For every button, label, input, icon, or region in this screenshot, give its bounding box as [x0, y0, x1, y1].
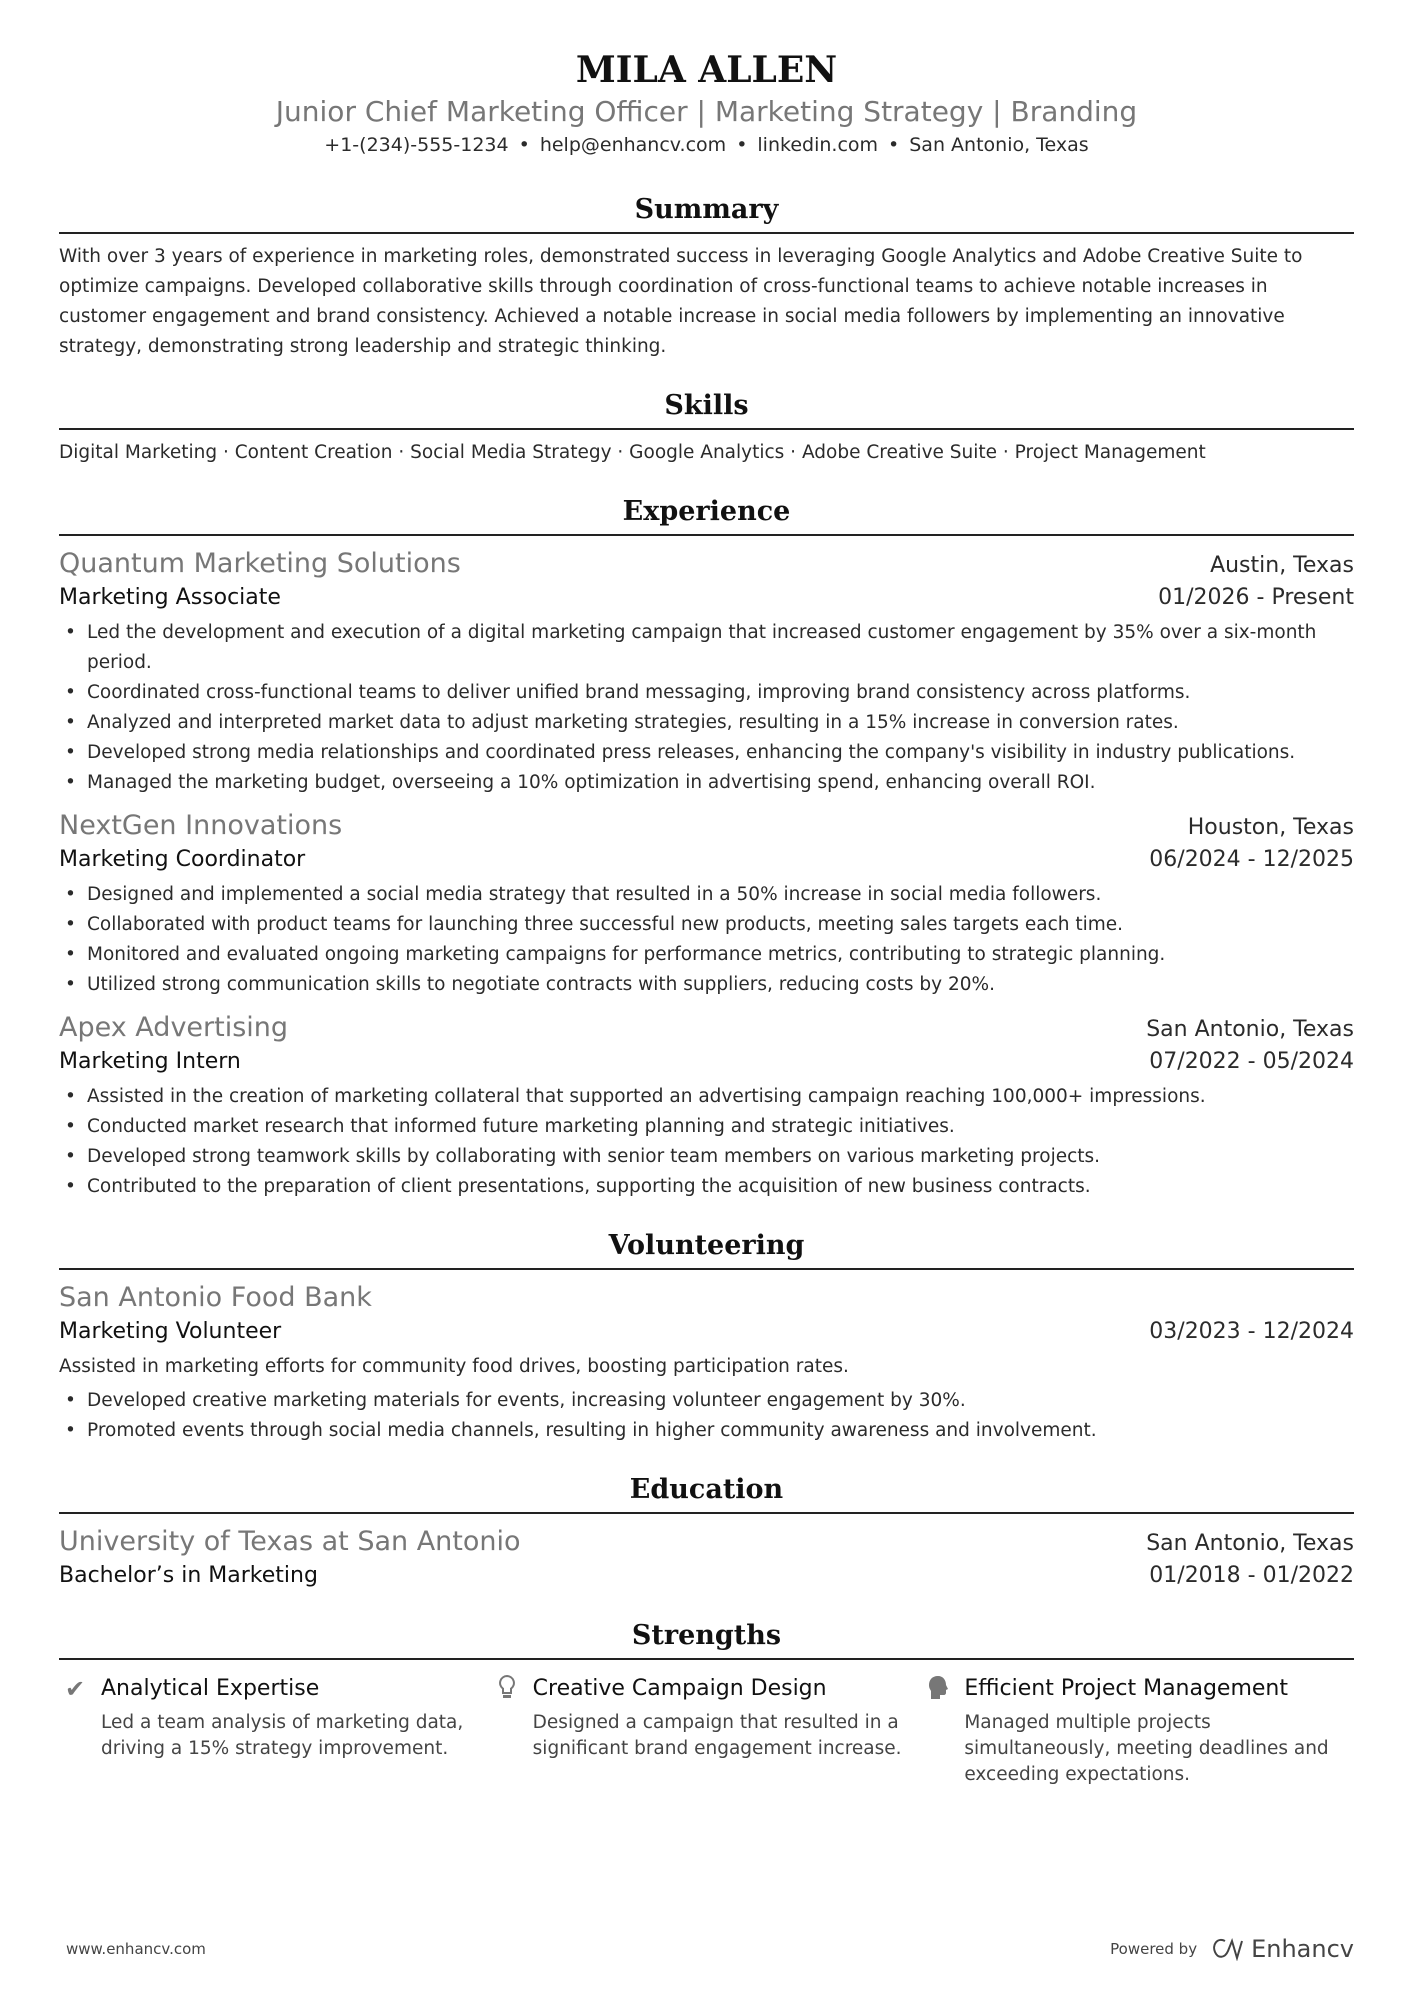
job-role: Marketing Associate: [59, 585, 281, 610]
brand-name: Enhancv: [1251, 1935, 1354, 1963]
powered-by: [1110, 1935, 1354, 1963]
education-heading: Education: [59, 1472, 1354, 1514]
volunteer-bullet: • Promoted events through social media channels, resulting in higher community awareness and involvement.: [59, 1416, 1354, 1446]
enhancv-logo[interactable]: [1211, 1935, 1354, 1963]
volunteer-role: Marketing Volunteer: [59, 1319, 282, 1344]
job-entry: [59, 1010, 1354, 1202]
company-name: Quantum Marketing Solutions: [59, 548, 461, 579]
strength-title: Analytical Expertise: [101, 1676, 320, 1701]
phone: +1-(234)-555-1234: [324, 134, 509, 156]
job-dates: 06/2024 - 12/2025: [1149, 847, 1354, 872]
volunteer-org: San Antonio Food Bank: [59, 1282, 372, 1313]
company-name: Apex Advertising: [59, 1012, 289, 1043]
summary-heading: Summary: [59, 192, 1354, 234]
job-bullet: • Conducted market research that informed future marketing planning and strategic initiatives.: [59, 1112, 1354, 1142]
volunteering-heading: Volunteering: [59, 1228, 1354, 1270]
footer: [66, 1935, 1354, 1963]
job-location: Houston, Texas: [1187, 815, 1354, 840]
school-location: San Antonio, Texas: [1146, 1531, 1354, 1556]
job-dates: 01/2026 - Present: [1158, 585, 1354, 610]
job-bullet: • Utilized strong communication skills to negotiate contracts with suppliers, reducing costs by 20%.: [59, 970, 1354, 1000]
contact-line: +1-(234)-555-1234 • help@enhancv.com • linkedin.com • San Antonio, Texas: [324, 134, 1089, 156]
location: San Antonio, Texas: [909, 134, 1089, 156]
job-location: San Antonio, Texas: [1146, 1017, 1354, 1042]
linkedin[interactable]: linkedin.com: [757, 134, 879, 156]
candidate-title: Junior Chief Marketing Officer | Marketing Strategy | Branding: [275, 95, 1138, 128]
job-bullet: • Developed strong teamwork skills by collaborating with senior team members on various marketing projects.: [59, 1142, 1354, 1172]
strength-title: Creative Campaign Design: [532, 1676, 827, 1701]
skills-list: Digital Marketing · Content Creation · Social Media Strategy · Google Analytics · Adobe Creative Suite · Project Management: [59, 442, 1206, 463]
degree: Bachelor’s in Marketing: [59, 1563, 318, 1588]
job-bullet: • Designed and implemented a social media strategy that resulted in a 50% increase in social media followers.: [59, 880, 1354, 910]
strength-title: Efficient Project Management: [964, 1676, 1289, 1701]
job-role: Marketing Intern: [59, 1049, 241, 1074]
job-bullet: • Contributed to the preparation of client presentations, supporting the acquisition of new business contracts.: [59, 1172, 1354, 1202]
strength-item: [59, 1674, 491, 1788]
strengths-list: [59, 1674, 1354, 1788]
summary-text: With over 3 years of experience in marketing roles, demonstrated success in leveraging Google Analytics and Adobe Creative Suite to optimize campaigns. Developed collaborative skills through coordination of cross-functional teams to achieve notable increases in customer engagement and brand consistency. Achieved a notable increase in social media followers by implementing an innovative strategy, demonstrating strong leadership and strategic thinking.: [59, 246, 1303, 357]
job-bullet: • Led the development and execution of a digital marketing campaign that increased customer engagement by 35% over a six-month period.: [59, 618, 1354, 678]
job-role: Marketing Coordinator: [59, 847, 306, 872]
education-entry: [59, 1524, 1354, 1592]
company-name: NextGen Innovations: [59, 810, 343, 841]
volunteer-description: Assisted in marketing efforts for community food drives, boosting participation rates.: [59, 1356, 849, 1377]
school: University of Texas at San Antonio: [59, 1526, 521, 1557]
job-bullet: • Monitored and evaluated ongoing marketing campaigns for performance metrics, contributing to strategic planning.: [59, 940, 1354, 970]
strength-item: [922, 1674, 1354, 1788]
job-bullet: • Assisted in the creation of marketing collateral that supported an advertising campaign reaching 100,000+ impressions.: [59, 1082, 1354, 1112]
footer-website[interactable]: www.enhancv.com: [66, 1940, 206, 1958]
lightbulb-icon: [491, 1674, 523, 1788]
job-entry: [59, 546, 1354, 798]
job-location: Austin, Texas: [1210, 553, 1354, 578]
enhancv-logo-icon: [1211, 1937, 1245, 1961]
volunteer-entry: [59, 1280, 1354, 1446]
volunteer-bullet: • Developed creative marketing materials for events, increasing volunteer engagement by 30%.: [59, 1386, 1354, 1416]
volunteer-dates: 03/2023 - 12/2024: [1149, 1319, 1354, 1344]
job-bullet: • Collaborated with product teams for launching three successful new products, meeting sales targets each time.: [59, 910, 1354, 940]
job-bullet: • Analyzed and interpreted market data to adjust marketing strategies, resulting in a 15% increase in conversion rates.: [59, 708, 1354, 738]
email[interactable]: help@enhancv.com: [539, 134, 727, 156]
job-bullet: • Managed the marketing budget, overseeing a 10% optimization in advertising spend, enhancing overall ROI.: [59, 768, 1354, 798]
job-dates: 07/2022 - 05/2024: [1149, 1049, 1354, 1074]
checkmark-icon: ✔: [64, 1675, 86, 1703]
powered-by-label: Powered by: [1110, 1940, 1198, 1958]
experience-heading: Experience: [59, 494, 1354, 536]
strength-text: Led a team analysis of marketing data, driving a 15% strategy improvement.: [101, 1712, 464, 1759]
resume: [59, 0, 1354, 1788]
strengths-heading: Strengths: [59, 1618, 1354, 1660]
job-bullet: • Developed strong media relationships and coordinated press releases, enhancing the company's visibility in industry publications.: [59, 738, 1354, 768]
strength-item: [491, 1674, 923, 1788]
strength-text: Designed a campaign that resulted in a significant brand engagement increase.: [532, 1712, 902, 1759]
experience-list: [59, 546, 1354, 1202]
skills-heading: Skills: [59, 388, 1354, 430]
job-entry: [59, 808, 1354, 1000]
head-icon: [922, 1674, 954, 1788]
education-dates: 01/2018 - 01/2022: [1149, 1563, 1354, 1588]
job-bullet: • Coordinated cross-functional teams to deliver unified brand messaging, improving brand consistency across platforms.: [59, 678, 1354, 708]
candidate-name: MILA ALLEN: [575, 49, 838, 91]
strength-text: Managed multiple projects simultaneously, meeting deadlines and exceeding expectations.: [964, 1712, 1329, 1785]
